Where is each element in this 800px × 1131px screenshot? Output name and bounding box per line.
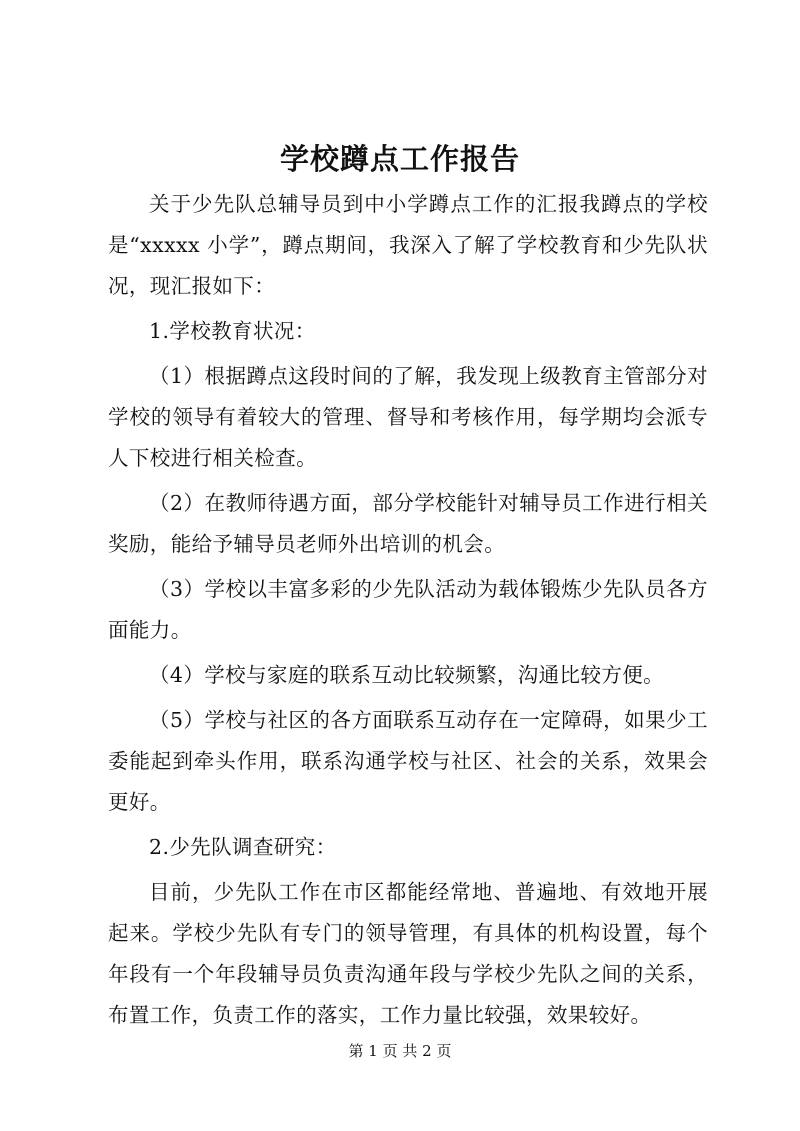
document-body [108, 184, 708, 1036]
paragraph-research: 目前，少先队工作在市区都能经常地、普遍地、有效地开展起来。学校少先队有专门的领导管理，有具体的机构设置，每个年段有一个年段辅导员负责沟通年段与学校少先队之间的关系，布置工作，负责工作的落实，工作力量比较强，效果较好。 [108, 880, 708, 1027]
page-number-footer: 第 1 页 共 2 页 [348, 1042, 452, 1060]
paragraph-item-4: （4）学校与家庭的联系互动比较频繁，沟通比较方便。 [149, 663, 665, 687]
document-title: 学校蹲点工作报告 [279, 142, 520, 176]
section-heading-school-education: 1.学校教育状况： [149, 319, 316, 343]
paragraph-item-1: （1）根据蹲点这段时间的了解，我发现上级教育主管部分对学校的领导有着较大的管理、督导和考核作用，每学期均会派专人下校进行相关检查。 [108, 364, 708, 470]
paragraph-intro: 关于少先队总辅导员到中小学蹲点工作的汇报我蹲点的学校是“xxxxx 小学”，蹲点期间，我深入了解了学校教育和少先队状况，现汇报如下： [108, 192, 708, 298]
section-heading-pioneers-research: 2.少先队调查研究： [149, 835, 337, 859]
paragraph-item-3: （3）学校以丰富多彩的少先队活动为载体锻炼少先队员各方面能力。 [108, 577, 708, 642]
paragraph-item-2: （2）在教师待遇方面，部分学校能针对辅导员工作进行相关奖励，能给予辅导员老师外出培训的机会。 [108, 491, 708, 556]
paragraph-item-5: （5）学校与社区的各方面联系互动存在一定障碍，如果少工委能起到牵头作用，联系沟通学校与社区、社会的关系，效果会更好。 [108, 708, 708, 814]
